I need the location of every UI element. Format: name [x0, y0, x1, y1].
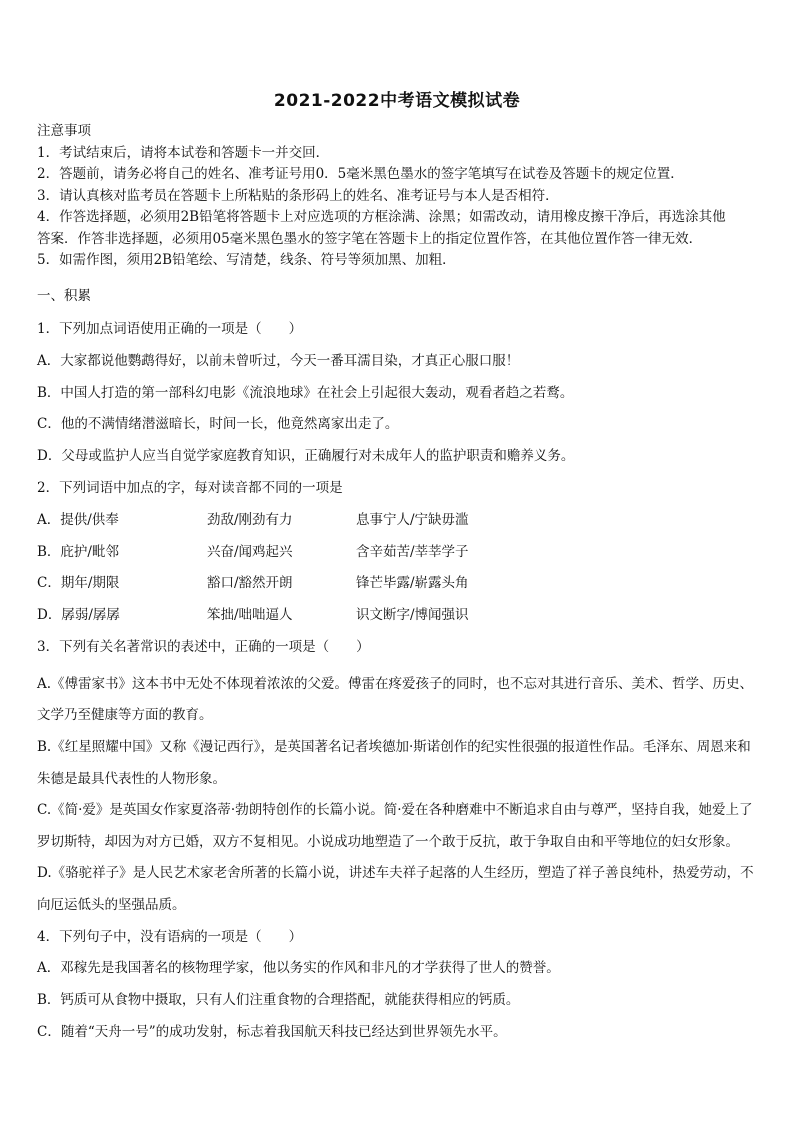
notice-item: 1．考试结束后，请将本试卷和答题卡一并交回．	[37, 144, 330, 161]
q2-cell: D．孱弱/孱孱	[37, 607, 120, 624]
q2-cell: 豁口/豁然开朗	[207, 575, 293, 592]
q2-option-row-b	[37, 542, 759, 562]
q4-option-a: A．邓稼先是我国著名的核物理学家，他以务实的作风和非凡的才学获得了世人的赞誉。	[37, 960, 560, 977]
q3-stem: 3．下列有关名著常识的表述中，正确的一项是（ ）	[37, 638, 370, 655]
q2-cell: 劲敌/刚劲有力	[207, 511, 293, 528]
q2-cell: A．提供/供奉	[37, 511, 119, 528]
notice-item: 2．答题前，请务必将自己的姓名、准考证号用0．5毫米黑色墨水的签字笔填写在试卷及答题卡的规定位置．	[37, 166, 684, 182]
q3-option-d: D.《骆驼祥子》是人民艺术家老舍所著的长篇小说，讲述车夫祥子起落的人生经历，塑造了祥子善良纯朴，热爱劳动，不向厄运低头的坚强品质。	[37, 865, 754, 913]
q2-cell: 识文断字/博闻强识	[356, 607, 469, 624]
q4-option-c: C．随着“天舟一号”的成功发射，标志着我国航天科技已经达到世界领先水平。	[37, 1023, 507, 1040]
q2-cell: 息事宁人/宁缺毋滥	[356, 511, 469, 528]
q2-cell: 兴奋/闻鸡起兴	[207, 543, 293, 560]
q1-option-c: C．他的不满情绪潜滋暗长，时间一长，他竟然离家出走了。	[37, 416, 399, 433]
notice-heading: 注意事项	[37, 123, 91, 139]
q2-stem: 2．下列词语中加点的字，每对读音都不同的一项是	[37, 479, 343, 496]
exam-title: 2021-2022中考语文模拟试卷	[273, 91, 521, 111]
q1-option-d: D．父母或监护人应当自觉学家庭教育知识，正确履行对未成年人的监护职责和赡养义务。	[37, 448, 575, 465]
notice-section	[37, 121, 759, 272]
q2-cell: 锋芒毕露/崭露头角	[356, 575, 469, 592]
q2-option-row-c	[37, 573, 759, 593]
notice-item: 答案．作答非选择题，必须用05毫米黑色墨水的签字笔在答题卡上的指定位置作答，在其他位置作答一律无效．	[37, 230, 703, 247]
notice-item: 5．如需作图，须用2B铅笔绘、写清楚，线条、符号等须加黑、加粗．	[37, 252, 456, 268]
notice-item: 4．作答选择题，必须用2B铅笔将答题卡上对应选项的方框涂满、涂黑；如需改动，请用橡皮擦干净后，再选涂其他	[37, 209, 726, 225]
q1-stem: 1．下列加点词语使用正确的一项是（ ）	[37, 321, 303, 337]
q4-stem: 4．下列句子中，没有语病的一项是（ ）	[37, 928, 303, 945]
q1-option-a: A．大家都说他鹦鹉得好，以前未曾听过，今天一番耳濡目染，才真正心服口服！	[37, 352, 520, 369]
q2-cell: C．期年/期限	[37, 575, 120, 592]
q4-option-b: B．钙质可从食物中摄取，只有人们注重食物的合理搭配，就能获得相应的钙质。	[37, 992, 520, 1009]
q2-cell: 笨拙/咄咄逼人	[207, 607, 293, 624]
questions-body	[37, 286, 759, 1054]
q1-option-b: B．中国人打造的第一部科幻电影《流浪地球》在社会上引起很大轰动，观看者趋之若鹜。	[37, 384, 574, 401]
notice-item: 3．请认真核对监考员在答题卡上所粘贴的条形码上的姓名、准考证号与本人是否相符．	[37, 187, 559, 204]
q2-cell: B．庇护/毗邻	[37, 543, 119, 560]
q2-cell: 含辛茹苦/莘莘学子	[356, 543, 469, 560]
q2-option-row-a	[37, 510, 759, 530]
q3-option-c: C.《简·爱》是英国女作家夏洛蒂·勃朗特创作的长篇小说。简·爱在各种磨难中不断追求自由与尊严，坚持自我，她爱上了罗切斯特，却因为对方已婚，双方不复相见。小说成功地塑造了一个敢于反抗，敢于争取自由和平等地位的妇女形象。	[37, 802, 753, 850]
section-heading: 一、积累	[37, 288, 91, 304]
q2-option-row-d	[37, 605, 759, 625]
q3-option-b: B.《红星照耀中国》又称《漫记西行》，是英国著名记者埃德加·斯诺创作的纪实性很强的报道性作品。毛泽东、周恩来和朱德是最具代表性的人物形象。	[37, 738, 751, 787]
q3-option-a: A.《傅雷家书》这本书中无处不体现着浓浓的父爱。傅雷在疼爱孩子的同时，也不忘对其进行音乐、美术、哲学、历史、文学乃至健康等方面的教育。	[37, 675, 754, 724]
